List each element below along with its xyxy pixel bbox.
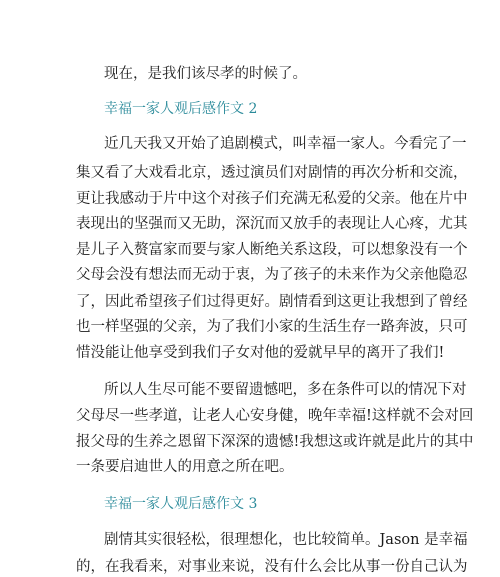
paragraph-line: 近几天我又开始了追剧模式，叫幸福一家人。今看完了一 (104, 136, 467, 152)
paragraph-line: 也一样坚强的父亲，为了我们小家的生活生存一路奔波，只可 (76, 319, 468, 335)
section-heading-2: 幸福一家人观后感作文 2 (104, 101, 258, 117)
paragraph-line: 报父母的生养之恩留下深深的遗憾!我想这或许就是此片的其中 (76, 434, 474, 450)
paragraph-line: 更让我感动于片中这个对孩子们充满无私爱的父亲。他在片中 (76, 191, 468, 207)
section-heading-3: 幸福一家人观后感作文 3 (104, 496, 258, 512)
paragraph-line: 惜没能让他享受到我们子女对他的爱就早早的离开了我们! (76, 345, 445, 361)
paragraph-line: 表现出的坚强而又无助，深沉而又放手的表现让人心疼，尤其 (76, 216, 468, 232)
paragraph-line: 父母会没有想法而无动于衷，为了孩子的未来作为父亲他隐忍 (76, 267, 468, 283)
paragraph-line: 是儿子入赘富家而要与家人断绝关系这段，可以想象没有一个 (76, 242, 468, 258)
paragraph-line: 所以人生尽可能不要留遗憾吧，多在条件可以的情况下对 (104, 382, 467, 398)
paragraph-line: 一条要启迪世人的用意之所在吧。 (76, 459, 294, 475)
paragraph-line: 集又看了大戏看北京，透过演员们对剧情的再次分析和交流， (76, 165, 468, 181)
paragraph-line: 现在，是我们该尽孝的时候了。 (104, 66, 307, 82)
paragraph-line: 的，在我看来，对事业来说，没有什么会比从事一份自己认为 (76, 559, 468, 575)
paragraph-line: 了，因此希望孩子们过得更好。剧情看到这更让我想到了曾经 (76, 294, 468, 310)
paragraph-line: 父母尽一些孝道，让老人心安身健，晚年幸福!这样就不会对回 (76, 408, 474, 424)
paragraph-line: 剧情其实很轻松，很理想化，也比较简单。Jason 是幸福 (104, 532, 468, 548)
